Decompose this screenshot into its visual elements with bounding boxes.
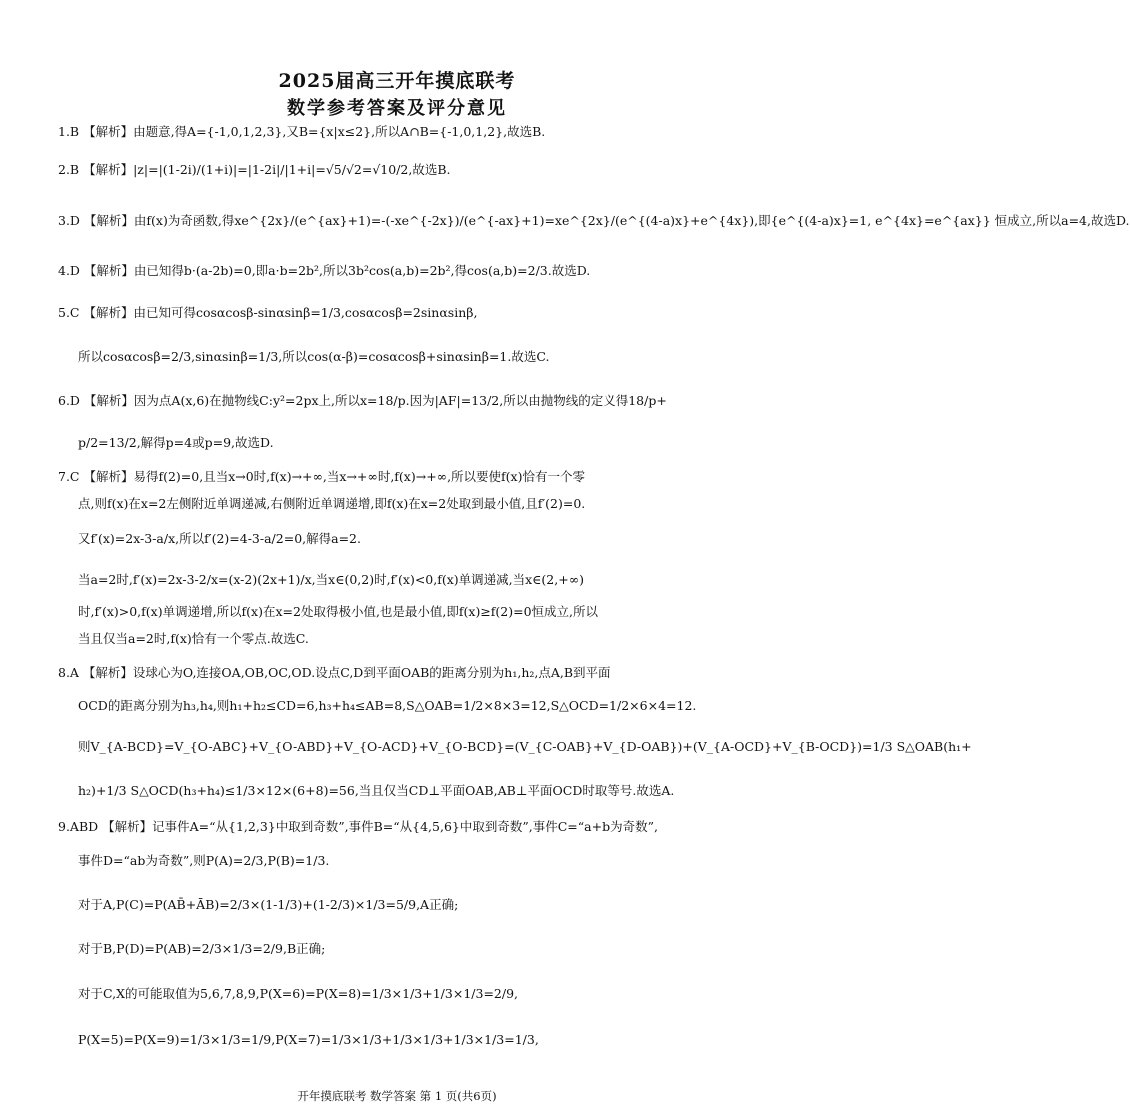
answer-line-q9-4: 对于B,P(D)=P(AB)=2/3×1/3=2/9,B正确; [78,941,326,956]
answer-line-q7-2: 点,则f(x)在x=2左侧附近单调递减,右侧附近单调递增,即f(x)在x=2处取到最小值,且f′(2)=0. [78,496,586,511]
exam-title: 2025届高三开年摸底联考 [278,70,516,92]
answer-line-q2: 2.B 【解析】|z|=|(1-2i)/(1+i)|=|1-2i|/|1+i|=√5/√2=√10/2,故选B. [58,162,451,177]
answer-line-q3: 3.D 【解析】由f(x)为奇函数,得xe^{2x}/(e^{ax}+1)=-(-xe^{-2x})/(e^{-ax}+1)=xe^{2x}/(e^{(4-a)x}+e^{4x}),即{e^{(4-a)x}=1, e^{4x}=e^{ax}} 恒成立,所以a=4,故选D. [58,213,1130,228]
answer-line-q9-6: P(X=5)=P(X=9)=1/3×1/3=1/9,P(X=7)=1/3×1/3+1/3×1/3+1/3×1/3=1/3, [78,1032,539,1047]
answer-line-q8-2: OCD的距离分别为h₃,h₄,则h₁+h₂≤CD=6,h₃+h₄≤AB=8,S△OAB=1/2×8×3=12,S△OCD=1/2×6×4=12. [78,698,697,713]
answer-line-q7-5: 时,f′(x)>0,f(x)单调递增,所以f(x)在x=2处取得极小值,也是最小值,即f(x)≥f(2)=0恒成立,所以 [78,604,599,619]
answer-line-q6-2: p/2=13/2,解得p=4或p=9,故选D. [78,435,274,450]
page-footer: 开年摸底联考 数学答案 第 1 页(共6页) [297,1089,497,1103]
answer-line-q9-2: 事件D=“ab为奇数”,则P(A)=2/3,P(B)=1/3. [78,853,330,868]
answer-line-q1: 1.B 【解析】由题意,得A={-1,0,1,2,3},又B={x|x≤2},所以A∩B={-1,0,1,2},故选B. [58,124,546,139]
answer-line-q8-1: 8.A 【解析】设球心为O,连接OA,OB,OC,OD.设点C,D到平面OAB的距离分别为h₁,h₂,点A,B到平面 [58,665,611,680]
answer-line-q4: 4.D 【解析】由已知得b·(a-2b)=0,即a·b=2b²,所以3b²cos(a,b)=2b²,得cos(a,b)=2/3.故选D. [58,263,591,278]
answer-line-q8-4: h₂)+1/3 S△OCD(h₃+h₄)≤1/3×12×(6+8)=56,当且仅当CD⊥平面OAB,AB⊥平面OCD时取等号.故选A. [78,783,675,798]
answer-line-q9-5: 对于C,X的可能取值为5,6,7,8,9,P(X=6)=P(X=8)=1/3×1/3+1/3×1/3=2/9, [78,986,519,1001]
answer-line-q5-1: 5.C 【解析】由已知可得cosαcosβ-sinαsinβ=1/3,cosαcosβ=2sinαsinβ, [58,305,478,320]
answer-line-q8-3: 则V_{A-BCD}=V_{O-ABC}+V_{O-ABD}+V_{O-ACD}+V_{O-BCD}=(V_{C-OAB}+V_{D-OAB})+(V_{A-OCD}+V_{B-OCD})=1/3 S△OAB(h₁+ [78,739,972,754]
answer-line-q9-3: 对于A,P(C)=P(AB̄+ĀB)=2/3×(1-1/3)+(1-2/3)×1/3=5/9,A正确; [78,897,459,912]
answer-line-q7-1: 7.C 【解析】易得f(2)=0,且当x→0时,f(x)→+∞,当x→+∞时,f(x)→+∞,所以要使f(x)恰有一个零 [58,469,585,484]
answer-line-q7-4: 当a=2时,f′(x)=2x-3-2/x=(x-2)(2x+1)/x,当x∈(0,2)时,f′(x)<0,f(x)单调递减,当x∈(2,+∞) [78,572,584,587]
answer-line-q5-2: 所以cosαcosβ=2/3,sinαsinβ=1/3,所以cos(α-β)=cosαcosβ+sinαsinβ=1.故选C. [78,349,550,364]
answer-line-q7-3: 又f′(x)=2x-3-a/x,所以f′(2)=4-3-a/2=0,解得a=2. [78,531,361,546]
answer-line-q9-1: 9.ABD 【解析】记事件A=“从{1,2,3}中取到奇数”,事件B=“从{4,5,6}中取到奇数”,事件C=“a+b为奇数”, [58,819,658,834]
answer-line-q6-1: 6.D 【解析】因为点A(x,6)在抛物线C:y²=2px上,所以x=18/p.因为|AF|=13/2,所以由抛物线的定义得18/p+ [58,393,667,408]
answer-key-subtitle: 数学参考答案及评分意见 [287,98,507,119]
answer-line-q7-6: 当且仅当a=2时,f(x)恰有一个零点.故选C. [78,631,309,646]
